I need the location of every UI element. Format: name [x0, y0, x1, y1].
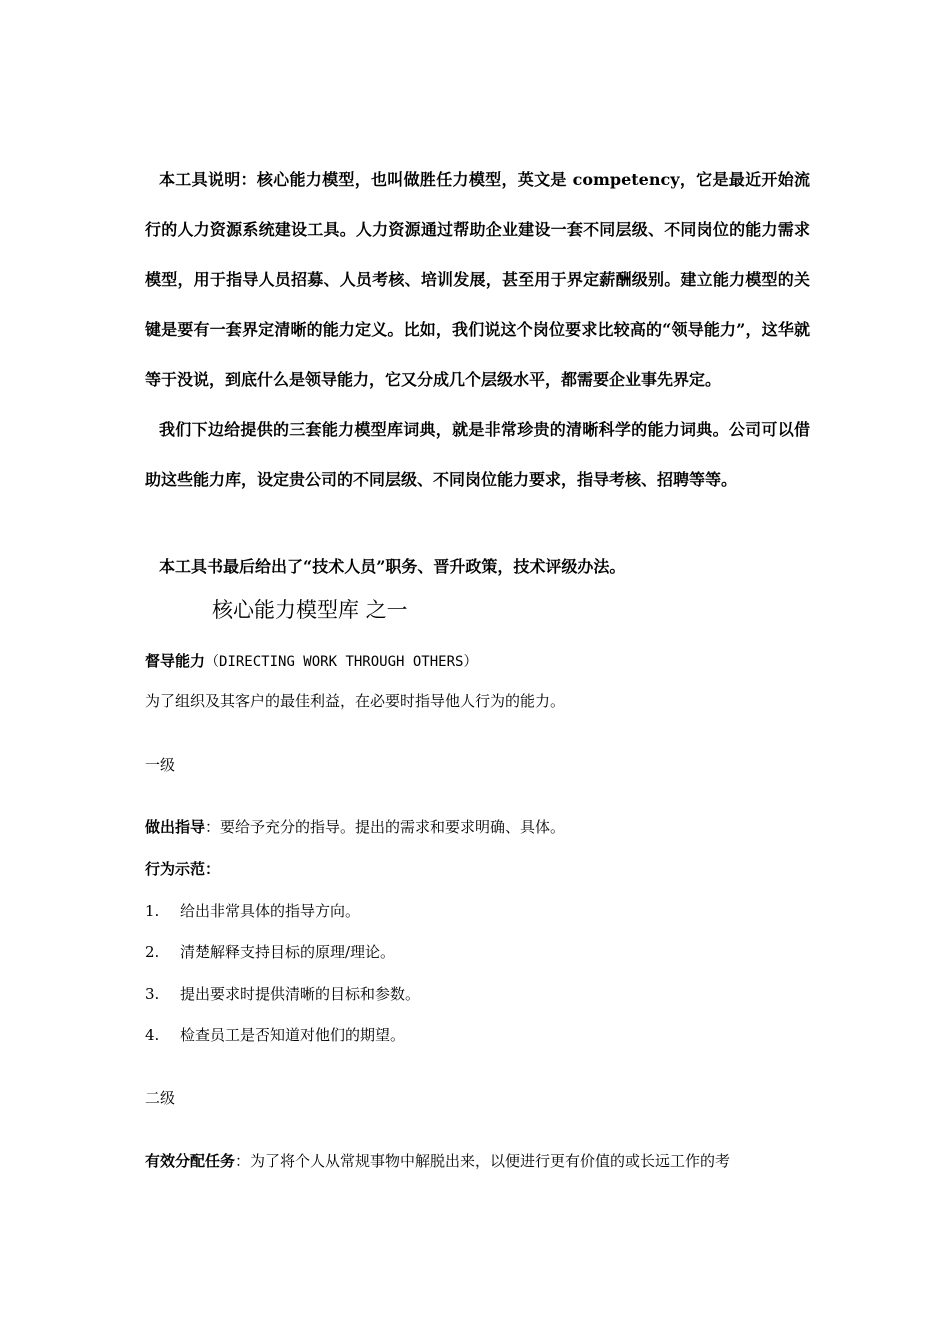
level-1-item: [145, 900, 360, 921]
intro-paragraph-1: 本工具说明：核心能力模型，也叫做胜任力模型，英文是 competency，它是最近开始流行的人力资源系统建设工具。人力资源通过帮助企业建设一套不同层级、不同岗位的能力需求模型，用于指导人员招募、人员考核、培训发展，甚至用于界定薪酬级别。建立能力模型的关键是要有一套界定清晰的能力定义。比如，我们说这个岗位要求比较高的“领导能力”，这华就等于没说，到底什么是领导能力，它又分成几个层级水平，都需要企业事先界定。: [145, 170, 810, 389]
section-title: 核心能力模型库 之一: [212, 598, 408, 622]
competency-name: 督导能力: [145, 652, 206, 670]
level-2-term: 有效分配任务: [145, 1152, 236, 1170]
item-text: 给出非常具体的指导方向。: [180, 902, 361, 920]
level-2-label: 二级: [145, 1089, 176, 1107]
intro-paragraph-3: 本工具书最后给出了“技术人员”职务、晋升政策，技术评级办法。: [159, 557, 626, 576]
competency-heading: [145, 650, 477, 671]
level-1-item: [145, 1024, 405, 1045]
level-2-desc: ：为了将个人从常规事物中解脱出来，以便进行更有价值的或长远工作的考: [235, 1152, 731, 1170]
level-1-desc: ：要给予充分的指导。提出的需求和要求明确、具体。: [205, 818, 566, 836]
level-1-term: 做出指导: [145, 818, 206, 836]
level-1-label: 一级: [145, 756, 176, 774]
item-number: 4.: [145, 1026, 160, 1044]
item-text: 检查员工是否知道对他们的期望。: [180, 1026, 406, 1044]
level-1-behavior-label: 行为示范：: [145, 860, 221, 878]
item-number: 3.: [145, 985, 160, 1003]
item-number: 2.: [145, 943, 160, 961]
item-text: 提出要求时提供清晰的目标和参数。: [180, 985, 421, 1003]
level-1-item: [145, 983, 420, 1004]
level-2-definition: [145, 1150, 730, 1171]
intro-paragraph-2: 我们下边给提供的三套能力模型库词典，就是非常珍贵的清晰科学的能力词典。公司可以借助这些能力库，设定贵公司的不同层级、不同岗位能力要求，指导考核、招聘等等。: [145, 420, 810, 489]
item-text: 清楚解释支持目标的原理/理论。: [180, 943, 396, 961]
level-1-definition: [145, 816, 565, 837]
competency-english-name: （DIRECTING WORK THROUGH OTHERS）: [205, 654, 478, 670]
competency-definition: 为了组织及其客户的最佳利益，在必要时指导他人行为的能力。: [145, 692, 566, 710]
intro-text: [145, 155, 810, 505]
item-number: 1.: [145, 902, 160, 920]
level-1-item: [145, 941, 395, 962]
